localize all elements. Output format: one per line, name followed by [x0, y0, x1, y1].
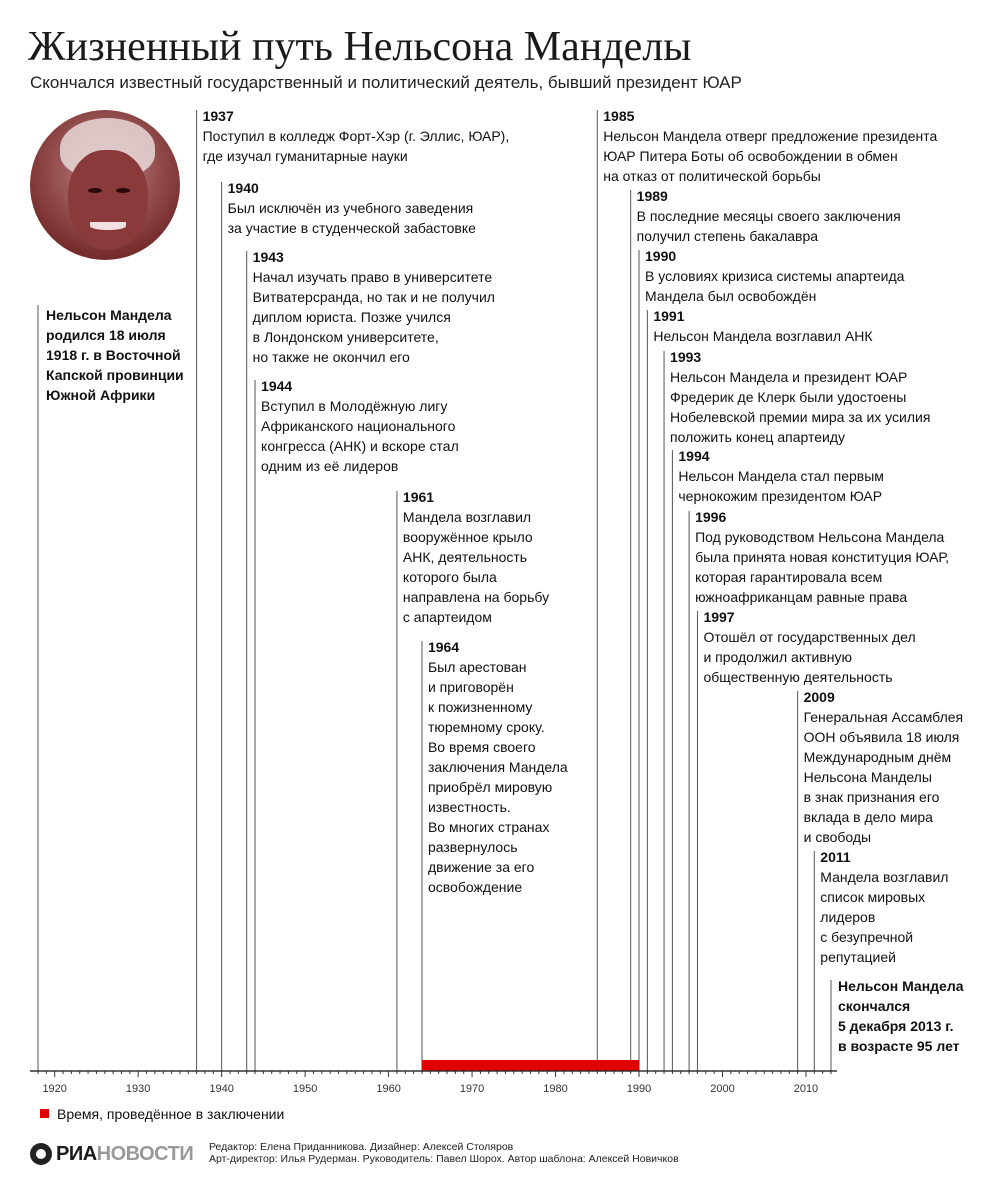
event-text-line: положить конец апартеиду: [670, 429, 845, 445]
tick-label-2000: 2000: [710, 1083, 735, 1095]
event-text-line: конгресса (АНК) и вскоре стал: [261, 438, 459, 454]
event-text-line: направлена на борьбу: [402, 589, 550, 605]
event-year: 1944: [261, 378, 293, 394]
tick-label-1980: 1980: [543, 1083, 568, 1095]
event-text-line: Нельсон Мандела возглавил АНК: [653, 328, 873, 344]
event-1997: [703, 607, 915, 687]
event-year: 1993: [670, 349, 702, 365]
event-year: 2011: [820, 849, 851, 865]
event-text-line: Во время своего: [427, 739, 536, 755]
event-1964: [428, 637, 568, 897]
event-text-line: которого была: [402, 569, 497, 585]
credits: [209, 1141, 679, 1165]
tick-label-2010: 2010: [793, 1083, 819, 1095]
event-year: 1964: [427, 639, 460, 655]
event-year: 1991: [653, 308, 685, 324]
event-text-line: Мандела возглавил: [820, 869, 949, 885]
event-text-line: диплом юриста. Позже учился: [252, 309, 451, 325]
event-year: 1943: [252, 249, 284, 265]
event-text-line: Нельсон Мандела стал первым: [678, 468, 884, 484]
event-1993: [670, 347, 930, 447]
logo-text-novosti: НОВОСТИ: [96, 1142, 194, 1165]
event-year: 2009: [803, 689, 835, 705]
event-text-line: Нельсона Манделы: [803, 769, 932, 785]
event-year: 1996: [695, 509, 727, 525]
tick-label-1940: 1940: [209, 1083, 234, 1095]
legend: [40, 1106, 284, 1122]
event-text-line: Был арестован: [427, 659, 527, 675]
event-text-line: общественную деятельность: [703, 669, 893, 685]
event-year: 1961: [402, 489, 435, 505]
event-text-line: была принята новая конституция ЮАР,: [695, 549, 950, 565]
event-text-line: развернулось: [427, 839, 518, 855]
event-text-line: Под руководством Нельсона Мандела: [695, 529, 945, 545]
tick-label-1990: 1990: [626, 1083, 652, 1095]
event-text-line: репутацией: [820, 949, 896, 965]
event-text-line: Фредерик де Клерк были удостоены: [670, 389, 907, 405]
event-text-line: вооружённое крыло: [402, 529, 533, 545]
credits-line: Редактор: Елена Приданникова. Дизайнер: Алексей Столяров: [209, 1141, 514, 1153]
page-subtitle: Скончался известный государственный и политический деятель, бывший президент ЮАР: [30, 73, 742, 92]
event-year: 1985: [603, 108, 635, 124]
legend-prison-swatch: [40, 1109, 49, 1118]
event-text-line: Мандела был освобождён: [645, 288, 817, 304]
event-text-line: и приговорён: [427, 679, 514, 695]
page-title: Жизненный путь Нельсона Манделы: [28, 24, 692, 70]
event-text-line: Поступил в колледж Форт-Хэр (г. Эллис, ЮАР),: [202, 128, 510, 144]
event-text-line: Африканского национального: [261, 418, 456, 434]
event-1994: [678, 446, 884, 506]
event-text-line: Вступил в Молодёжную лигу: [261, 398, 448, 414]
event-text-line: Отошёл от государственных дел: [703, 629, 916, 645]
death-note-line: в возрасте 95 лет: [838, 1038, 960, 1054]
event-text-line: чернокожим президентом ЮАР: [678, 488, 883, 504]
event-text-line: ЮАР Питера Боты об освобождении в обмен: [603, 148, 898, 164]
event-text-line: с безупречной: [820, 929, 914, 945]
event-1990: [645, 246, 904, 306]
event-text-line: заключения Мандела: [427, 759, 568, 775]
event-text-line: Нельсон Мандела и президент ЮАР: [670, 369, 908, 385]
event-text-line: Международным днём: [803, 749, 952, 765]
event-text-line: В последние месяцы своего заключения: [636, 208, 901, 224]
event-text-line: В условиях кризиса системы апартеида: [645, 268, 905, 284]
event-1944: [261, 376, 459, 476]
event-text-line: южноафриканцам равные права: [695, 589, 908, 605]
event-text-line: приобрёл мировую: [427, 779, 553, 795]
logo-text-ria: РИА: [56, 1142, 97, 1165]
event-text-line: Нельсон Мандела отверг предложение президента: [603, 128, 938, 144]
event-year: 1997: [703, 609, 735, 625]
event-text-line: которая гарантировала всем: [695, 569, 883, 585]
event-text-line: в Лондонском университете,: [252, 329, 439, 345]
event-text-line: получил степень бакалавра: [636, 228, 819, 244]
event-text-line: тюремному сроку.: [427, 719, 545, 735]
event-text-line: к пожизненному: [427, 699, 533, 715]
death-note-line: Нельсон Мандела: [838, 978, 964, 994]
event-text-line: лидеров: [820, 909, 876, 925]
event-year: 1990: [645, 248, 677, 264]
event-text-line: Генеральная Ассамблея: [803, 709, 964, 725]
death-note-line: скончался: [838, 998, 911, 1014]
tick-label-1950: 1950: [292, 1083, 318, 1095]
event-text-line: Нобелевской премии мира за их усилия: [670, 409, 931, 425]
death-note-line: 5 декабря 2013 г.: [838, 1018, 954, 1034]
event-1991: [653, 306, 872, 346]
event-text-line: Начал изучать право в университете: [252, 269, 493, 285]
event-text-line: в знак признания его: [803, 789, 940, 805]
ria-logo-icon: [30, 1143, 52, 1165]
event-text-line: движение за его: [427, 859, 535, 875]
event-text-line: с апартеидом: [402, 609, 492, 625]
tick-label-1960: 1960: [376, 1083, 401, 1095]
event-text-line: Витватерсранда, но так и не получил: [252, 289, 495, 305]
event-year: 1937: [202, 108, 234, 124]
event-text-line: ООН объявила 18 июля: [803, 729, 960, 745]
event-text-line: и продолжил активную: [703, 649, 853, 665]
event-year: 1940: [227, 180, 259, 196]
birth-note-line: Нельсон Мандела: [46, 307, 172, 323]
tick-label-1930: 1930: [125, 1083, 151, 1095]
ria-novosti-logo: [30, 1141, 193, 1167]
event-text-line: но также не окончил его: [252, 349, 410, 365]
tick-label-1920: 1920: [42, 1083, 67, 1095]
event-1940: [228, 178, 476, 238]
event-text-line: АНК, деятельность: [402, 549, 528, 565]
prison-period-bar: [422, 1060, 639, 1071]
legend-prison-label: Время, проведённое в заключении: [57, 1106, 285, 1122]
event-text-line: Во многих странах: [427, 819, 550, 835]
event-2011: [820, 847, 948, 967]
event-text-line: и свободы: [803, 829, 872, 845]
birth-note-line: Капской провинции: [46, 367, 184, 383]
event-text-line: Мандела возглавил: [402, 509, 532, 525]
birth-note-line: Южной Африки: [46, 387, 156, 403]
event-text-line: на отказ от политической борьбы: [603, 168, 821, 184]
event-text-line: вклада в дело мира: [803, 809, 933, 825]
event-1943: [253, 247, 495, 367]
birth-note-line: родился 18 июля: [46, 327, 166, 343]
tick-label-1970: 1970: [459, 1083, 485, 1095]
credits-line: Арт-директор: Илья Рудерман. Руководитель: Павел Шорох. Автор шаблона: Алексей Новичков: [209, 1153, 679, 1165]
event-1989: [637, 186, 901, 246]
event-text-line: список мировых: [820, 889, 926, 905]
event-text-line: Был исключён из учебного заведения: [227, 200, 474, 216]
event-text-line: где изучал гуманитарные науки: [202, 148, 408, 164]
event-text-line: освобождение: [427, 879, 523, 895]
event-1985: [603, 106, 937, 186]
event-1996: [695, 507, 949, 607]
event-text-line: одним из её лидеров: [261, 458, 399, 474]
event-year: 1989: [636, 188, 668, 204]
birth-note-line: 1918 г. в Восточной: [46, 347, 181, 363]
event-text-line: известность.: [427, 799, 511, 815]
event-2009: [804, 687, 964, 847]
event-text-line: за участие в студенческой забастовке: [227, 220, 476, 236]
event-year: 1994: [678, 448, 710, 464]
event-1961: [403, 487, 549, 627]
event-1937: [203, 106, 510, 166]
